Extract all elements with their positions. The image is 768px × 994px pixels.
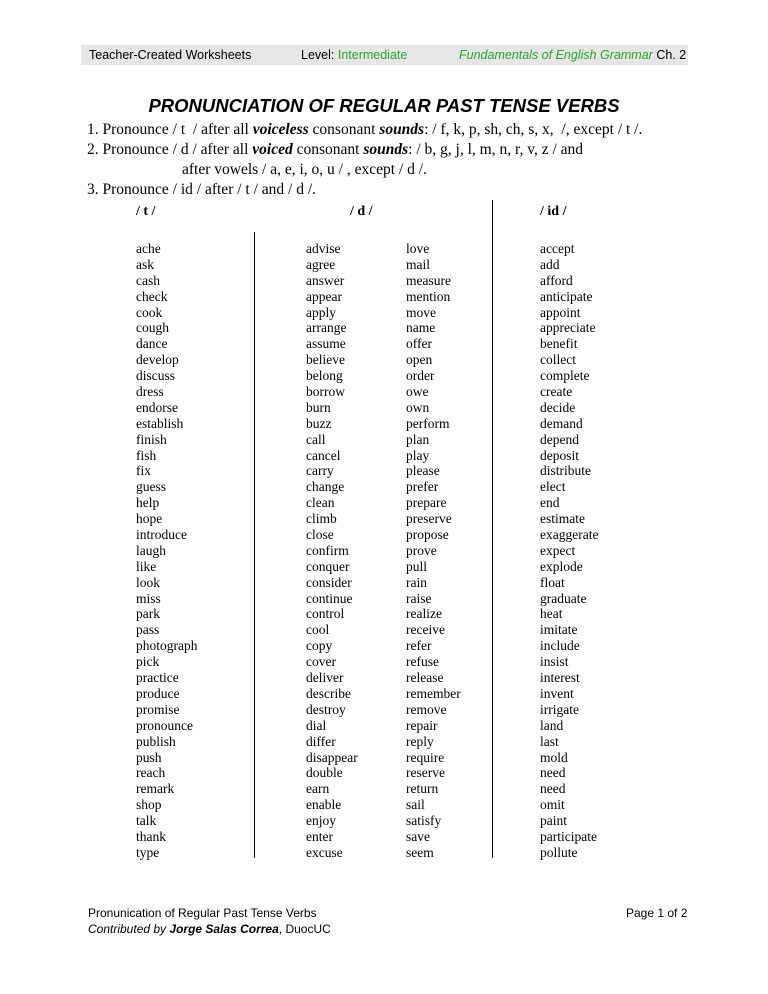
verb-item: earn xyxy=(306,781,330,797)
verb-item: pass xyxy=(136,622,160,638)
verb-item: dance xyxy=(136,336,168,352)
verb-item: perform xyxy=(406,415,450,431)
verb-item: anticipate xyxy=(540,288,593,304)
verb-item: discuss xyxy=(136,368,176,384)
verb-item: appoint xyxy=(540,304,581,320)
verb-item: please xyxy=(406,463,440,479)
rule-text: 2. Pronounce / d / after all xyxy=(87,141,253,158)
verb-item: answer xyxy=(306,272,345,288)
verb-item: appreciate xyxy=(540,320,596,336)
verb-item: afford xyxy=(540,272,573,288)
verb-item: consider xyxy=(306,574,352,590)
verb-item: prepare xyxy=(406,495,447,511)
verb-item: dress xyxy=(136,384,164,400)
verb-item: practice xyxy=(136,670,179,686)
rule-emphasis: voiceless xyxy=(252,121,309,138)
verb-item: apply xyxy=(306,304,336,320)
verb-item: look xyxy=(136,574,161,590)
level-label: Level: xyxy=(301,48,338,62)
verb-item: type xyxy=(136,844,160,860)
rule-2 xyxy=(87,141,583,159)
verb-item: play xyxy=(406,447,430,463)
verb-item: depend xyxy=(540,431,579,447)
verb-item: double xyxy=(306,765,343,781)
verb-item: demand xyxy=(540,415,583,431)
verb-item: borrow xyxy=(306,384,345,400)
rule-1 xyxy=(87,121,642,139)
verb-item: save xyxy=(406,828,430,844)
verb-item: mail xyxy=(406,256,430,272)
verb-item: enable xyxy=(306,797,342,813)
verb-item: explode xyxy=(540,558,583,574)
verb-item: excuse xyxy=(306,844,343,860)
word-list-d-2 xyxy=(406,241,461,861)
verb-item: realize xyxy=(406,606,442,622)
verb-item: measure xyxy=(406,272,451,288)
org: , DuocUC xyxy=(278,922,331,936)
verb-item: like xyxy=(136,558,157,574)
verb-item: burn xyxy=(306,399,331,415)
verb-item: decide xyxy=(540,399,576,415)
verb-item: destroy xyxy=(306,701,346,717)
verb-item: pull xyxy=(406,558,428,574)
verb-item: open xyxy=(406,352,433,368)
verb-item: create xyxy=(540,384,573,400)
verb-item: preserve xyxy=(406,511,452,527)
page-number: Page 1 of 2 xyxy=(626,906,688,920)
verb-item: own xyxy=(406,399,430,415)
contrib-prefix: Contributed by xyxy=(88,922,170,936)
verb-item: sail xyxy=(406,797,425,813)
verb-item: agree xyxy=(306,256,336,272)
verb-item: dial xyxy=(306,717,327,733)
verb-item: disappear xyxy=(306,749,358,765)
verb-item: pronounce xyxy=(136,717,193,733)
verb-item: propose xyxy=(406,527,449,543)
verb-item: enter xyxy=(306,828,333,844)
verb-item: pollute xyxy=(540,844,578,860)
verb-item: irrigate xyxy=(540,701,579,717)
verb-item: return xyxy=(406,781,439,797)
verb-item: cancel xyxy=(306,447,341,463)
verb-item: receive xyxy=(406,622,445,638)
verb-item: fish xyxy=(136,447,157,463)
verb-item: cash xyxy=(136,272,160,288)
verb-item: talk xyxy=(136,813,157,829)
verb-item: deliver xyxy=(306,670,344,686)
verb-item: order xyxy=(406,368,435,384)
verb-item: remark xyxy=(136,781,175,797)
footer-contributor xyxy=(88,922,331,937)
verb-item: cool xyxy=(306,622,330,638)
verb-item: pick xyxy=(136,654,160,670)
verb-item: interest xyxy=(540,670,580,686)
page-title: PRONUNCIATION OF REGULAR PAST TENSE VERBS xyxy=(148,95,620,116)
verb-item: endorse xyxy=(136,399,178,415)
verb-item: arrange xyxy=(306,320,347,336)
verb-item: deposit xyxy=(540,447,579,463)
verb-item: collect xyxy=(540,352,576,368)
verb-item: remove xyxy=(406,701,447,717)
level-value: Intermediate xyxy=(337,48,408,62)
verb-item: mention xyxy=(406,288,451,304)
verb-item: omit xyxy=(540,797,565,813)
verb-item: accept xyxy=(540,241,575,256)
verb-item: elect xyxy=(540,479,566,495)
verb-item: benefit xyxy=(540,336,578,352)
verb-item: reach xyxy=(136,765,166,781)
verb-item: need xyxy=(540,781,566,797)
verb-item: prove xyxy=(406,542,437,558)
verb-item: exaggerate xyxy=(540,527,599,543)
verb-item: laugh xyxy=(136,542,166,558)
column-divider xyxy=(492,200,493,858)
verb-item: finish xyxy=(136,431,167,447)
verb-item: float xyxy=(540,574,565,590)
verb-item: belong xyxy=(306,368,343,384)
rule-emphasis: sounds xyxy=(379,121,425,138)
verb-item: release xyxy=(406,670,444,686)
word-list-id xyxy=(540,241,598,861)
verb-item: ache xyxy=(136,241,161,256)
verb-item: introduce xyxy=(136,527,187,543)
verb-item: miss xyxy=(136,590,161,606)
verb-item: name xyxy=(406,320,436,336)
verb-item: move xyxy=(406,304,436,320)
verb-item: seem xyxy=(406,844,434,860)
verb-item: buzz xyxy=(306,415,332,431)
verb-item: reserve xyxy=(406,765,445,781)
verb-item: produce xyxy=(136,685,180,701)
footer-title: Pronunication of Regular Past Tense Verbs xyxy=(88,906,317,920)
verb-item: cover xyxy=(306,654,336,670)
verb-item: guess xyxy=(136,479,166,495)
verb-item: land xyxy=(540,717,564,733)
verb-item: fix xyxy=(136,463,151,479)
rule-emphasis: sounds xyxy=(363,141,409,158)
verb-item: establish xyxy=(136,415,184,431)
verb-item: last xyxy=(540,733,559,749)
verb-item: include xyxy=(540,638,580,654)
verb-item: rain xyxy=(406,574,427,590)
verb-item: check xyxy=(136,288,168,304)
verb-item: control xyxy=(306,606,345,622)
verb-item: plan xyxy=(406,431,430,447)
verb-item: assume xyxy=(306,336,346,352)
verb-item: push xyxy=(136,749,162,765)
verb-item: promise xyxy=(136,701,180,717)
rule-2-continued: after vowels / a, e, i, o, u / , except / d /. xyxy=(182,161,427,178)
rule-text: 1. Pronounce / t / after all xyxy=(87,121,253,138)
header-source: Teacher-Created Worksheets xyxy=(89,48,252,62)
verb-item: hope xyxy=(136,511,163,527)
verb-item: prefer xyxy=(406,479,439,495)
verb-item: park xyxy=(136,606,160,622)
column-head-id: / id / xyxy=(540,204,567,219)
verb-item: participate xyxy=(540,828,597,844)
word-list-d-1 xyxy=(306,241,358,861)
verb-item: insist xyxy=(540,654,569,670)
verb-item: close xyxy=(306,527,334,543)
verb-item: raise xyxy=(406,590,432,606)
verb-item: cook xyxy=(136,304,163,320)
verb-item: require xyxy=(406,749,445,765)
verb-item: graduate xyxy=(540,590,587,606)
verb-item: love xyxy=(406,241,430,256)
word-list-t xyxy=(136,241,198,861)
rule-3: 3. Pronounce / id / after / t / and / d /. xyxy=(87,181,317,198)
verb-item: conquer xyxy=(306,558,350,574)
column-divider xyxy=(254,232,255,858)
verb-item: satisfy xyxy=(406,813,442,829)
verb-item: reply xyxy=(406,733,434,749)
verb-item: remember xyxy=(406,685,461,701)
verb-item: imitate xyxy=(540,622,578,638)
verb-item: copy xyxy=(306,638,333,654)
verb-item: heat xyxy=(540,606,563,622)
verb-item: continue xyxy=(306,590,353,606)
verb-item: offer xyxy=(406,336,432,352)
verb-item: refuse xyxy=(406,654,439,670)
verb-item: describe xyxy=(306,685,351,701)
column-head-d: / d / xyxy=(350,204,373,219)
verb-item: add xyxy=(540,256,560,272)
rule-text: consonant xyxy=(308,121,380,138)
verb-item: climb xyxy=(306,511,337,527)
verb-item: distribute xyxy=(540,463,591,479)
verb-item: mold xyxy=(540,749,568,765)
verb-item: end xyxy=(540,495,560,511)
verb-item: repair xyxy=(406,717,438,733)
rule-text: : / f, k, p, sh, ch, s, x, /, except / t /. xyxy=(424,121,643,138)
verb-item: appear xyxy=(306,288,342,304)
verb-item: owe xyxy=(406,384,429,400)
verb-item: refer xyxy=(406,638,432,654)
rule-text: consonant xyxy=(292,141,364,158)
verb-item: cough xyxy=(136,320,169,336)
verb-item: carry xyxy=(306,463,334,479)
verb-item: thank xyxy=(136,828,166,844)
author: Jorge Salas Correa xyxy=(169,922,279,936)
chapter: Ch. 2 xyxy=(652,48,687,62)
verb-item: clean xyxy=(306,495,335,511)
verb-item: estimate xyxy=(540,511,585,527)
verb-item: enjoy xyxy=(306,813,336,829)
verb-item: believe xyxy=(306,352,345,368)
header-level xyxy=(301,45,407,65)
verb-item: expect xyxy=(540,542,576,558)
header-bar xyxy=(81,45,688,65)
rule-emphasis: voiced xyxy=(252,141,293,158)
verb-item: invent xyxy=(540,685,574,701)
verb-item: confirm xyxy=(306,542,349,558)
verb-item: change xyxy=(306,479,345,495)
column-head-t: / t / xyxy=(136,204,156,219)
verb-item: differ xyxy=(306,733,336,749)
verb-item: ask xyxy=(136,256,154,272)
verb-item: publish xyxy=(136,733,176,749)
verb-item: advise xyxy=(306,241,341,256)
verb-item: photograph xyxy=(136,638,198,654)
verb-item: develop xyxy=(136,352,179,368)
verb-item: paint xyxy=(540,813,567,829)
book-title: Fundamentals of English Grammar xyxy=(459,48,653,62)
header-book xyxy=(459,45,686,65)
verb-item: shop xyxy=(136,797,162,813)
verb-item: help xyxy=(136,495,160,511)
verb-item: need xyxy=(540,765,566,781)
verb-item: call xyxy=(306,431,326,447)
verb-item: complete xyxy=(540,368,590,384)
rule-text: : / b, g, j, l, m, n, r, v, z / and xyxy=(408,141,584,158)
